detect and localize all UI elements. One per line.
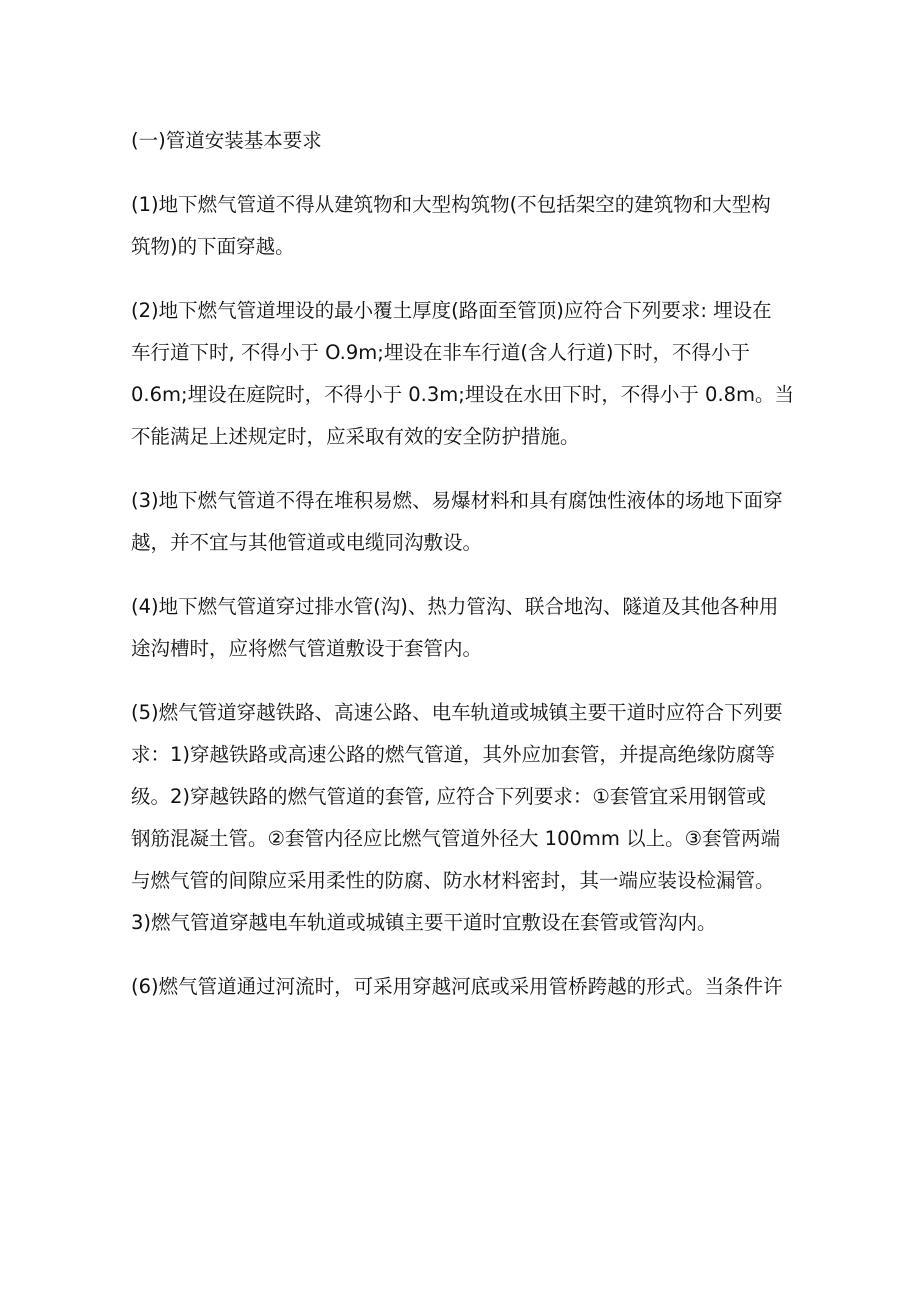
paragraph-line: 0.6m;埋设在庭院时，不得小于 0.3m;埋设在水田下时，不得小于 0.8m。当 <box>131 383 795 406</box>
paragraph-line: (5)燃气管道穿越铁路、高速公路、电车轨道或城镇主要干道时应符合下列要 <box>131 701 783 724</box>
document-body <box>131 120 811 1008</box>
paragraph-line: 不能满足上述规定时，应采取有效的安全防护措施。 <box>131 425 580 448</box>
paragraph-line: 车行道下时, 不得小于 O.9m;埋设在非车行道(含人行道)下时，不得小于 <box>131 341 751 364</box>
paragraph-5 <box>131 692 811 944</box>
paragraph-line: 越，并不宜与其他管道或电缆同沟敷设。 <box>131 531 483 554</box>
paragraph-line: (3)地下燃气管道不得在堆积易燃、易爆材料和具有腐蚀性液体的场地下面穿 <box>131 489 783 512</box>
paragraph-3 <box>131 480 811 564</box>
paragraph-line: (1)地下燃气管道不得从建筑物和大型构筑物(不包括架空的建筑物和大型构 <box>131 193 771 216</box>
paragraph-1 <box>131 184 811 268</box>
paragraph-line: 3)燃气管道穿越电车轨道或城镇主要干道时宜敷设在套管或管沟内。 <box>131 911 717 934</box>
paragraph-line: 筑物)的下面穿越。 <box>131 235 295 258</box>
paragraph-line: (4)地下燃气管道穿过排水管(沟)、热力管沟、联合地沟、隧道及其他各种用 <box>131 595 779 618</box>
paragraph-line: (2)地下燃气管道埋设的最小覆土厚度(路面至管顶)应符合下列要求: 埋设在 <box>131 299 772 322</box>
paragraph-line: 与燃气管的间隙应采用柔性的防腐、防水材料密封，其一端应装设检漏管。 <box>131 869 775 892</box>
section-heading-block <box>131 120 811 162</box>
paragraph-line: (6)燃气管道通过河流时，可采用穿越河底或采用管桥跨越的形式。当条件许 <box>131 975 783 998</box>
paragraph-6 <box>131 966 811 1008</box>
paragraph-line: 途沟槽时，应将燃气管道敷设于套管内。 <box>131 637 483 660</box>
paragraph-4 <box>131 586 811 670</box>
paragraph-2 <box>131 290 811 458</box>
paragraph-line: 级。2)穿越铁路的燃气管道的套管, 应符合下列要求：①套管宜采用钢管或 <box>131 785 766 808</box>
paragraph-line: 求：1)穿越铁路或高速公路的燃气管道，其外应加套管，并提高绝缘防腐等 <box>131 743 776 766</box>
section-heading: (一)管道安装基本要求 <box>131 129 322 152</box>
paragraph-line: 钢筋混凝土管。②套管内径应比燃气管道外径大 100mm 以上。③套管两端 <box>131 827 781 850</box>
